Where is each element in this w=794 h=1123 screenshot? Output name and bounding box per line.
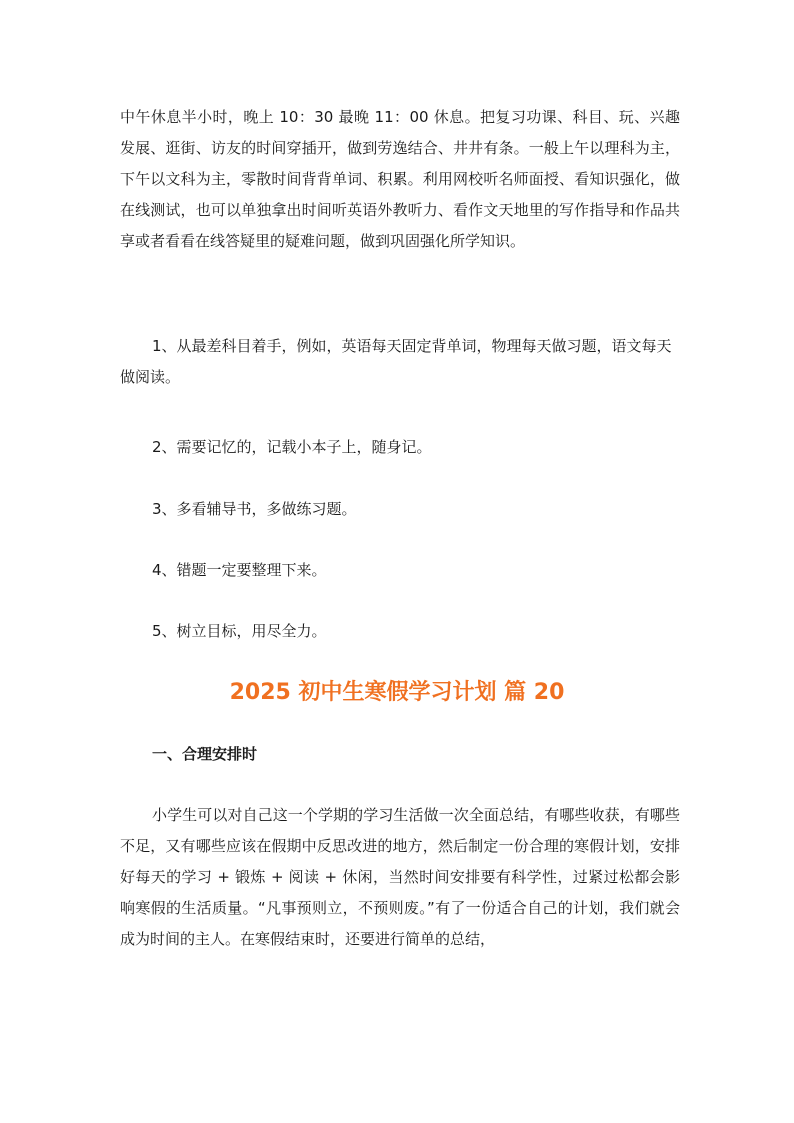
body-paragraph: 小学生可以对自己这一个学期的学习生活做一次全面总结，有哪些收获，有哪些不足，又有哪些应该在假期中反思改进的地方，然后制定一份合理的寒假计划，安排好每天的学习 + 锻炼 + 阅读 + 休闲，当然时间安排要有科学性，过紧过松都会影响寒假的生活质量。“凡事预则立，不预则废。”有了一份适合自己的计划，我们就会成为时间的主人。在寒假结束时，还要进行简单的总结， (120, 806, 680, 948)
list-item-5: 5、树立目标，用尽全力。 (152, 622, 327, 640)
intro-paragraph: 中午休息半小时，晚上 10：30 最晚 11：00 休息。把复习功课、科目、玩、兴趣发展、逛街、访友的时间穿插开，做到劳逸结合、井井有条。一般上午以理科为主，下午以文科为主，零散时间背背单词、积累。利用网校听名师面授、看知识强化，做在线测试，也可以单独拿出时间听英语外教听力、看作文天地里的写作指导和作品共享或者看看在线答疑里的疑难问题，做到巩固强化所学知识。 (120, 108, 680, 250)
list-item-3: 3、多看辅导书，多做练习题。 (152, 500, 357, 518)
list-item-1: 1、从最差科目着手，例如，英语每天固定背单词，物理每天做习题，语文每天做阅读。 (120, 337, 672, 386)
section-heading: 2025 初中生寒假学习计划 篇 20 (229, 680, 565, 705)
list-item-4: 4、错题一定要整理下来。 (152, 561, 327, 579)
sub-heading: 一、合理安排时 (152, 745, 258, 763)
list-item-2: 2、需要记忆的，记载小本子上，随身记。 (152, 438, 432, 456)
